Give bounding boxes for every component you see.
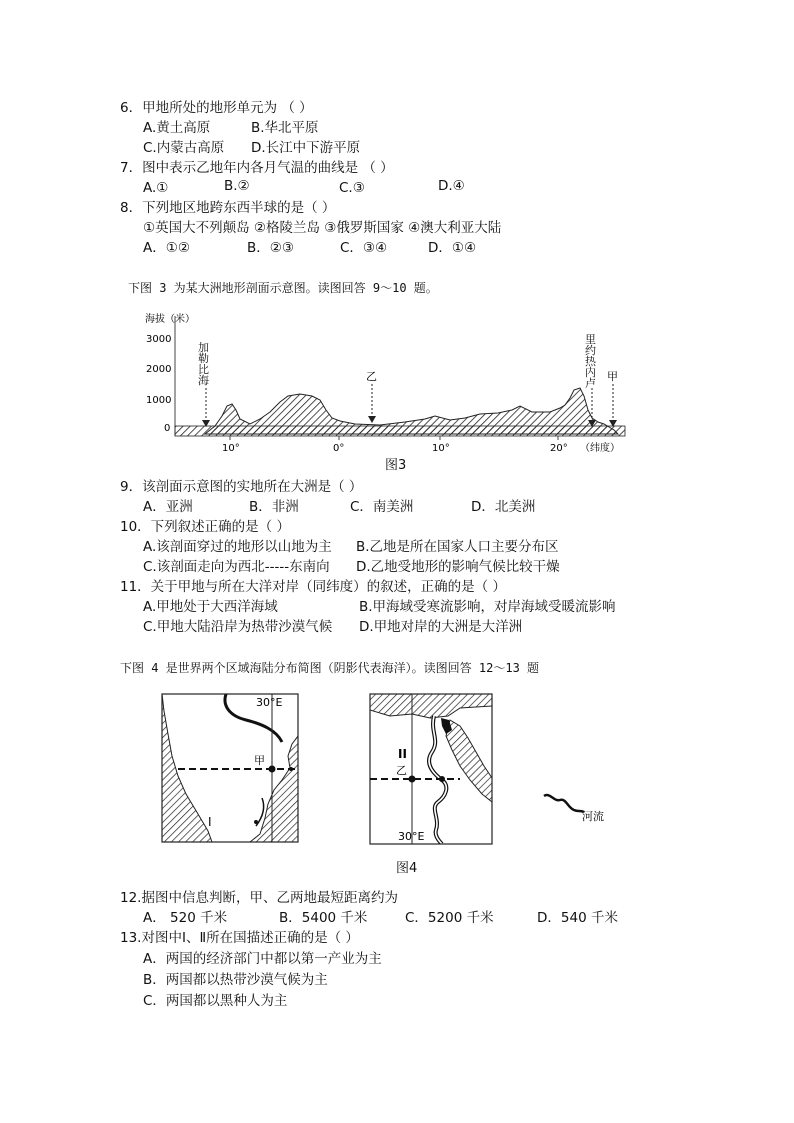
q7-option-b: B.② [224,178,250,194]
q10-option-a: A.该剖面穿过的地形以山地为主 [143,539,332,555]
legend-river-label: 河流 [582,810,604,823]
fig3-label-caribbean: 加勒比海 [198,342,209,387]
q6-option-b: B.华北平原 [251,120,319,136]
fig3-x-unit: （纬度） [580,443,620,454]
q8-option-a: A．①② [143,240,190,256]
fig3-y-tick: 1000 [146,395,172,406]
q10-option-d: D.乙地受地形的影响气候比较干燥 [356,559,560,575]
fig3-y-tick: 3000 [146,334,172,345]
fig4-title: 图4 [396,861,418,876]
q7-stem: 7．图中表示乙地年内各月气温的曲线是 （ ） [120,160,394,176]
q12-stem: 12.据图中信息判断，甲、乙两地最短距离约为 [120,890,398,906]
q8-option-b: B．②③ [247,240,294,256]
q9-option-d: D．北美洲 [471,499,536,515]
q8-option-c: C．③④ [340,240,388,256]
q10-stem: 10．下列叙述正确的是（ ） [120,519,290,535]
q13-option-b: B．两国都以热带沙漠气候为主 [143,972,328,988]
q13-stem: 13.对图中Ⅰ、Ⅱ所在国描述正确的是（ ） [120,930,359,946]
q12-option-d: D．540 千米 [537,910,618,926]
q9-option-c: C．南美洲 [350,499,414,515]
fig4-maps [150,686,630,852]
q8-option-d: D．①④ [428,240,477,256]
q11-option-a: A.甲地处于大西洋海域 [143,599,278,615]
right-lon-label: 30°E [398,830,425,843]
fig3-caption: 下图 3 为某大洲地形剖面示意图。读图回答 9～10 题。 [128,281,438,295]
point-yi [409,776,416,783]
fig4-caption: 下图 4 是世界两个区域海陆分布简图（阴影代表海洋）。读图回答 12～13 题 [120,661,540,675]
q11-option-c: C.甲地大陆沿岸为热带沙漠气候 [143,619,333,635]
q11-stem: 11．关于甲地与所在大洋对岸（同纬度）的叙述，正确的是（ ） [120,579,506,595]
q10-option-b: B.乙地是所在国家人口主要分布区 [356,539,559,555]
fig3-x-tick: 0° [333,443,345,454]
q6-option-d: D.长江中下游平原 [251,140,361,156]
fig3-label-yi: 乙 [366,370,377,383]
fig3-x-tick: 10° [432,443,450,454]
q8-stem: 8．下列地区地跨东西半球的是（ ） [120,200,336,216]
q7-option-d: D.④ [438,178,465,194]
q12-option-c: C．5200 千米 [405,910,494,926]
right-region-label: II [398,747,407,761]
fig3-x-tick: 20° [550,443,568,454]
fig3-terrain [205,388,618,434]
fig3-terrain-profile [140,306,640,456]
q9-option-b: B．非洲 [249,499,299,515]
q6-option-a: A.黄土高原 [143,120,211,136]
left-region-label: I [208,815,212,829]
q11-option-b: B.甲海域受寒流影响，对岸海域受暖流影响 [359,599,616,615]
fig3-label-rio: 里约热内卢 [585,334,596,390]
map-panel-right [370,694,492,844]
q9-stem: 9．该剖面示意图的实地所在大洲是（ ） [120,479,363,495]
fig3-x-tick: 10° [222,443,240,454]
q11-option-d: D.甲地对岸的大洲是大洋洲 [359,619,523,635]
q7-option-c: C.③ [339,180,365,196]
right-point-label: 乙 [396,764,407,777]
fig3-label-jia: 甲 [607,370,618,383]
q6-option-c: C.内蒙古高原 [143,140,225,156]
left-lon-label: 30°E [256,696,283,709]
map-panel-left [162,694,298,842]
q13-option-a: A．两国的经济部门中都以第一产业为主 [143,951,382,967]
point-jia [269,766,276,773]
q8-items: ①英国大不列颠岛 ②格陵兰岛 ③俄罗斯国家 ④澳大利亚大陆 [143,220,502,236]
fig3-y-axis-title: 海拔（米） [145,314,195,325]
q7-option-a: A.① [143,180,169,196]
q10-option-c: C.该剖面走向为西北-----东南向 [143,559,330,575]
q12-option-b: B．5400 千米 [279,910,368,926]
fig3-y-tick: 0 [164,423,171,434]
fig3-title: 图3 [385,458,407,473]
q12-option-a: A． 520 千米 [143,910,228,926]
q9-option-a: A．亚洲 [143,499,193,515]
fig3-y-tick: 2000 [146,364,172,375]
q6-stem: 6．甲地所处的地形单元为 （ ） [120,100,313,116]
q13-option-c: C．两国都以黑种人为主 [143,993,288,1009]
left-point-label: 甲 [254,754,265,767]
fig4-legend [544,795,604,823]
